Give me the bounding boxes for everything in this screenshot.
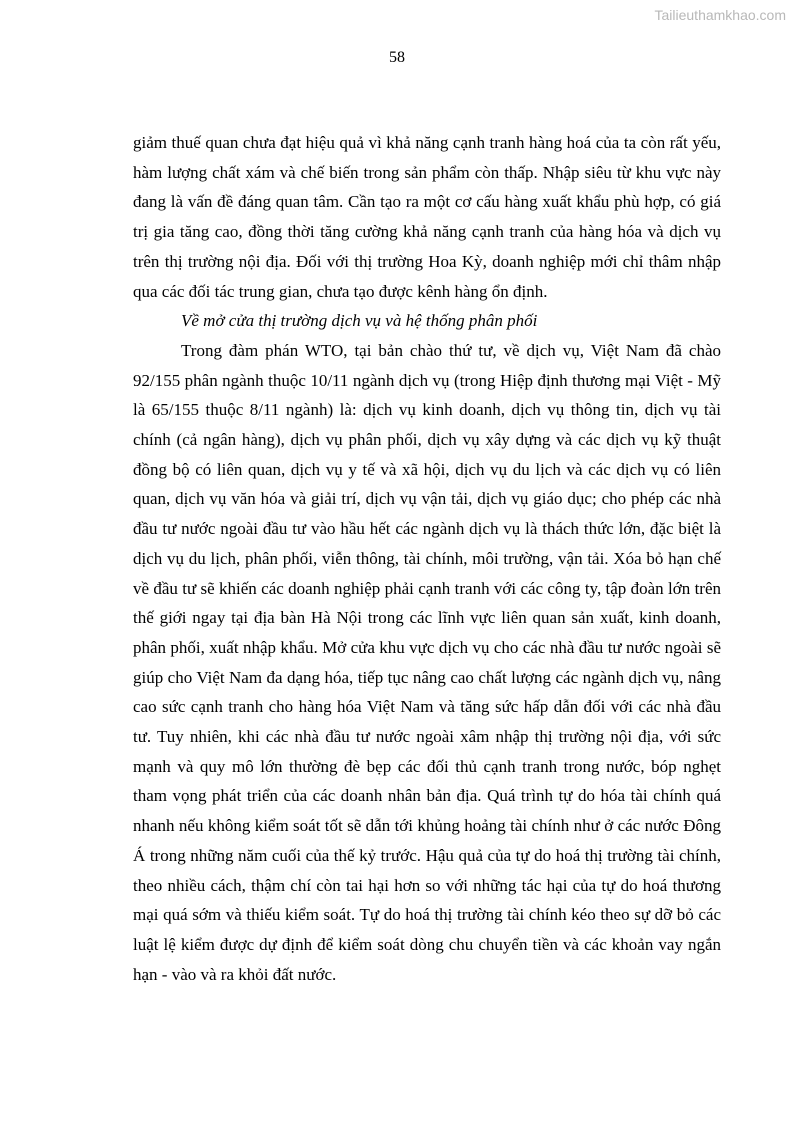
section-heading: Về mở cửa thị trường dịch vụ và hệ thống phân phối: [181, 311, 538, 331]
page-number: 58: [389, 49, 405, 66]
watermark: Tailieuthamkhao.com: [654, 7, 786, 23]
document-body: [133, 128, 721, 989]
paragraph-continuation: giảm thuế quan chưa đạt hiệu quả vì khả năng cạnh tranh hàng hoá của ta còn rất yếu, hàm lượng chất xám và chế biến trong sản phẩm còn thấp. Nhập siêu từ khu vực này đang là vấn đề đáng quan tâm. Cần tạo ra một cơ cấu hàng xuất khẩu phù hợp, có giá trị gia tăng cao, đồng thời tăng cường khả năng cạnh tranh của hàng hóa và dịch vụ trên thị trường nội địa. Đối với thị trường Hoa Kỳ, doanh nghiệp mới chỉ thâm nhập qua các đối tác trung gian, chưa tạo được kênh hàng ổn định.: [133, 133, 721, 301]
paragraph-services: Trong đàm phán WTO, tại bản chào thứ tư, về dịch vụ, Việt Nam đã chào 92/155 phân ngành thuộc 10/11 ngành dịch vụ (trong Hiệp định thương mại Việt - Mỹ là 65/155 thuộc 8/11 ngành) là: dịch vụ kinh doanh, dịch vụ thông tin, dịch vụ tài chính (cả ngân hàng), dịch vụ phân phối, dịch vụ xây dựng và các dịch vụ kỹ thuật đồng bộ có liên quan, dịch vụ y tế và xã hội, dịch vụ du lịch và các dịch vụ có liên quan, dịch vụ văn hóa và giải trí, dịch vụ vận tải, dịch vụ giáo dục; cho phép các nhà đầu tư nước ngoài đầu tư vào hầu hết các ngành dịch vụ là thách thức lớn, đặc biệt là dịch vụ du lịch, phân phối, viễn thông, tài chính, môi trường, vận tải. Xóa bỏ hạn chế về đầu tư sẽ khiến các doanh nghiệp phải cạnh tranh với các công ty, tập đoàn lớn trên thế giới ngay tại địa bàn Hà Nội trong các lĩnh vực liên quan sản xuất, kinh doanh, phân phối, xuất nhập khẩu. Mở cửa khu vực dịch vụ cho các nhà đầu tư nước ngoài sẽ giúp cho Việt Nam đa dạng hóa, tiếp tục nâng cao chất lượng các ngành dịch vụ, nâng cao sức cạnh tranh cho hàng hóa Việt Nam và tăng sức hấp dẫn đối với các nhà đầu tư. Tuy nhiên, khi các nhà đầu tư nước ngoài xâm nhập thị trường nội địa, với sức mạnh và quy mô lớn thường đè bẹp các đối thủ cạnh tranh trong nước, bóp nghẹt tham vọng phát triển của các doanh nhân bản địa. Quá trình tự do hóa tài chính quá nhanh nếu không kiểm soát tốt sẽ dẫn tới khủng hoảng tài chính như ở các nước Đông Á trong những năm cuối của thế kỷ trước. Hậu quả của tự do hoá thị trường tài chính, theo nhiều cách, thậm chí còn tai hại hơn so với những tác hại của tự do hoá thương mại quá sớm và thiếu kiểm soát. Tự do hoá thị trường tài chính kéo theo sự dỡ bỏ các luật lệ kiểm được dự định để kiểm soát dòng chu chuyển tiền và các khoản vay ngắn hạn - vào và ra khỏi đất nước.: [133, 340, 721, 984]
